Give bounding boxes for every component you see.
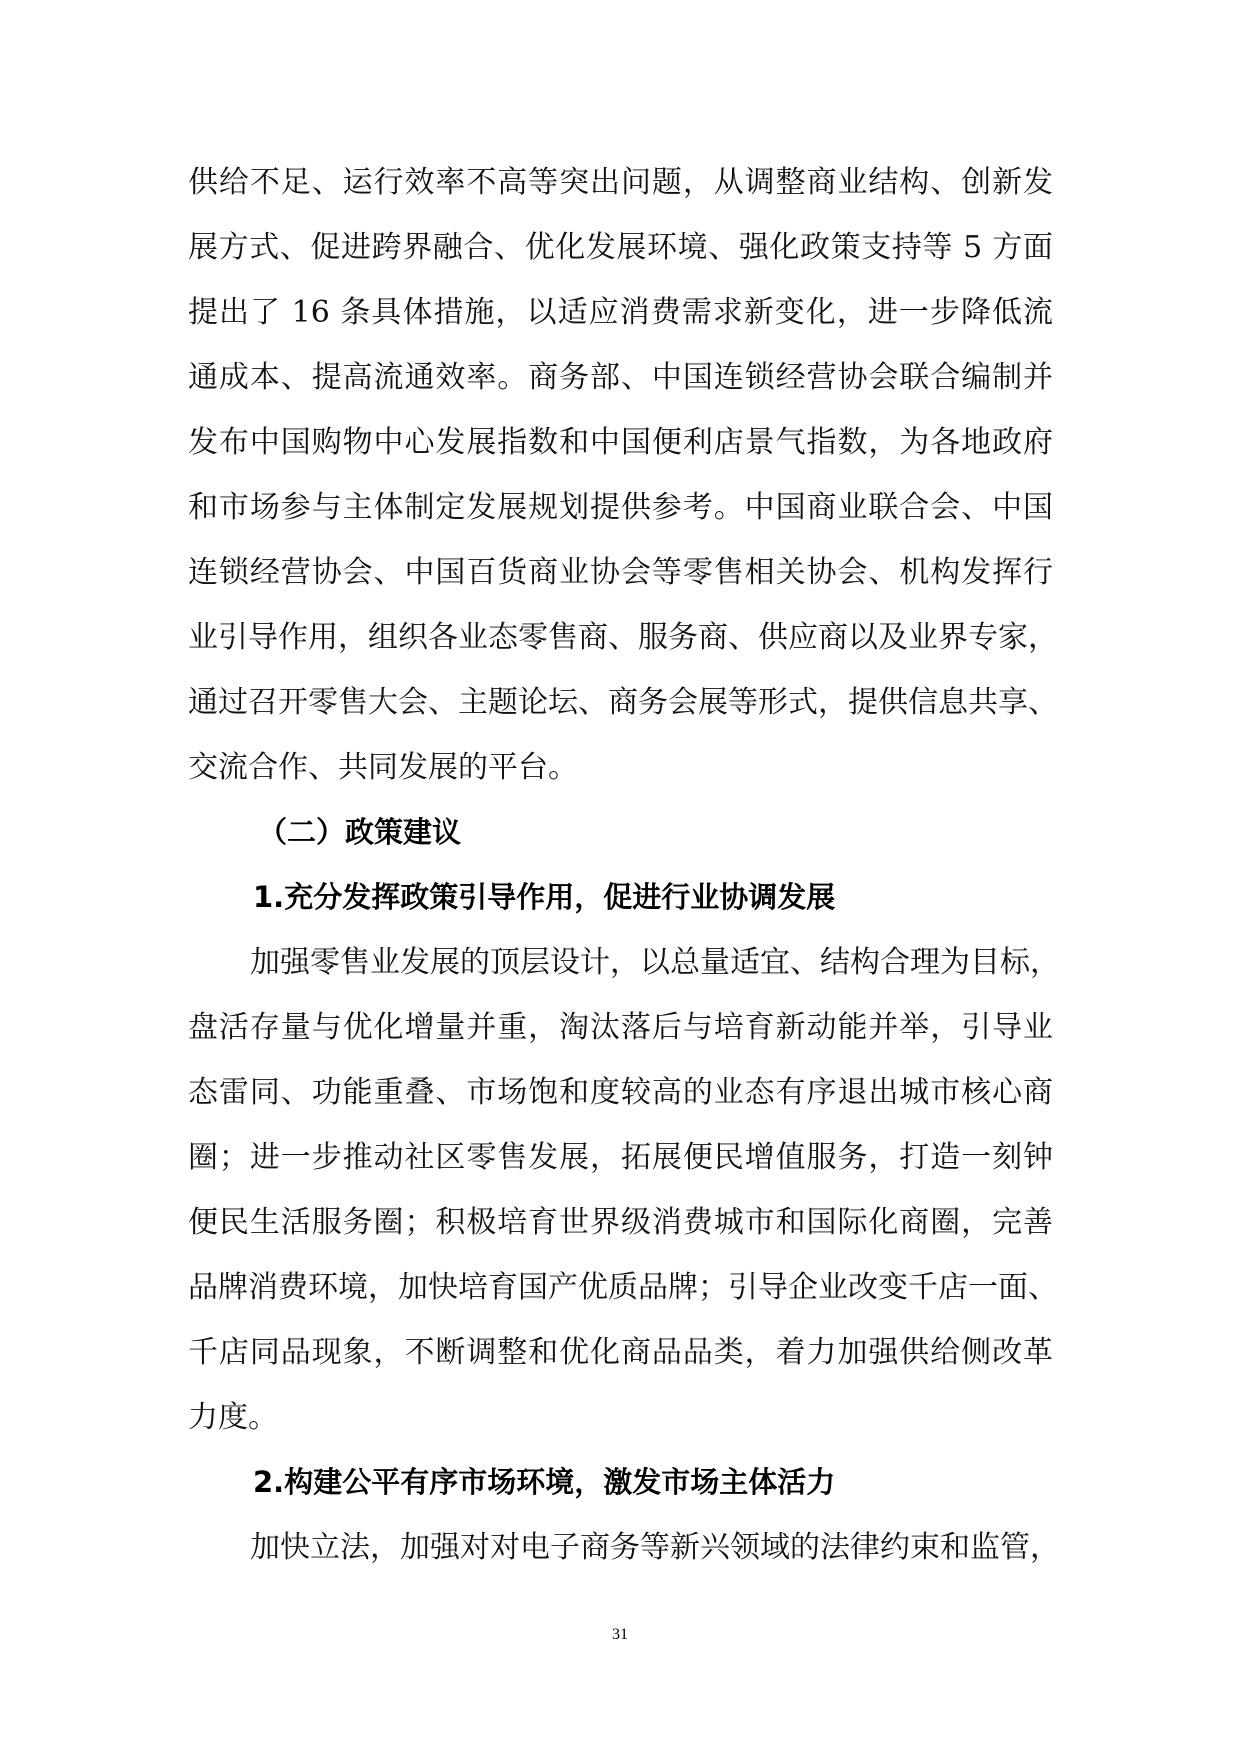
paragraph-market-environment [188, 1515, 1060, 1580]
text-line: 发布中国购物中心发展指数和中国便利店景气指数，为各地政府 [188, 425, 1053, 460]
text-line: 展方式、促进跨界融合、优化发展环境、强化政策支持等 5 方面 [188, 230, 1053, 265]
subsection-heading-2: 2.构建公平有序市场环境，激发市场主体活力 [253, 1465, 836, 1499]
text-line: 加快立法，加强对对电子商务等新兴领域的法律约束和监管， [250, 1530, 1060, 1565]
text-line: 供给不足、运行效率不高等突出问题，从调整商业结构、创新发 [188, 165, 1053, 200]
text-line: 通成本、提高流通效率。商务部、中国连锁经营协会联合编制并 [188, 360, 1053, 395]
text-line: 提出了 16 条具体措施，以适应消费需求新变化，进一步降低流 [188, 295, 1053, 330]
text-line: 盘活存量与优化增量并重，淘汰落后与培育新动能并举，引导业 [188, 1010, 1053, 1045]
text-line: 千店同品现象，不断调整和优化商品品类，着力加强供给侧改革 [188, 1335, 1053, 1370]
paragraph-continued [188, 150, 1058, 800]
text-line: 态雷同、功能重叠、市场饱和度较高的业态有序退出城市核心商 [188, 1075, 1053, 1110]
text-line: 便民生活服务圈；积极培育世界级消费城市和国际化商圈，完善 [188, 1205, 1053, 1240]
text-line: 交流合作、共同发展的平台。 [188, 750, 578, 785]
paragraph-policy-guidance [188, 930, 1060, 1450]
text-line: 业引导作用，组织各业态零售商、服务商、供应商以及业界专家， [188, 620, 1058, 655]
text-line: 力度。 [188, 1400, 278, 1435]
section-heading: （二）政策建议 [258, 815, 462, 849]
text-line: 加强零售业发展的顶层设计，以总量适宜、结构合理为目标， [250, 945, 1060, 980]
text-line: 和市场参与主体制定发展规划提供参考。中国商业联合会、中国 [188, 490, 1053, 525]
text-line: 连锁经营协会、中国百货商业协会等零售相关协会、机构发挥行 [188, 555, 1053, 590]
text-line: 通过召开零售大会、主题论坛、商务会展等形式，提供信息共享、 [188, 685, 1058, 720]
subsection-heading-1: 1.充分发挥政策引导作用，促进行业协调发展 [253, 880, 836, 914]
text-line: 圈；进一步推动社区零售发展，拓展便民增值服务，打造一刻钟 [188, 1140, 1053, 1175]
page-number: 31 [612, 1626, 628, 1643]
document-page [188, 150, 1060, 1580]
text-line: 品牌消费环境，加快培育国产优质品牌；引导企业改变千店一面、 [188, 1270, 1058, 1305]
